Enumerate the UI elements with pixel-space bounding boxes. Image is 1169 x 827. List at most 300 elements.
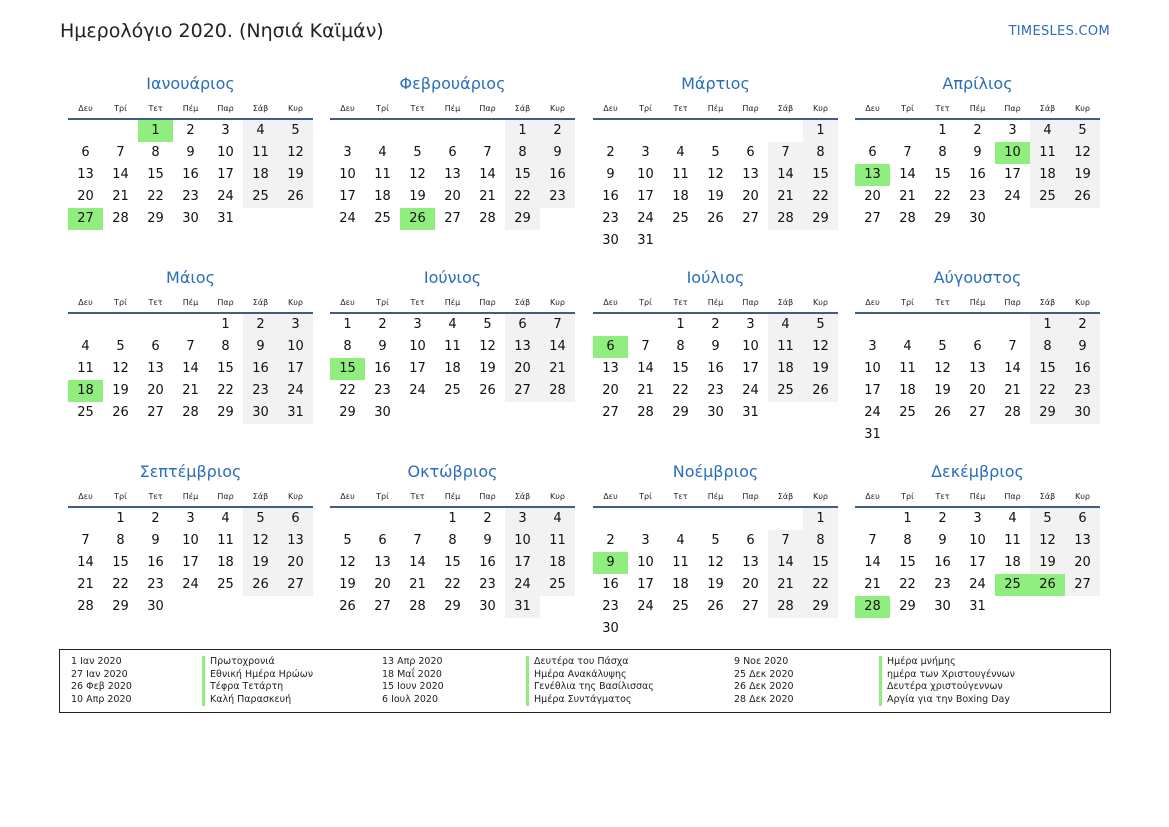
day-cell: 5 [413,145,422,160]
legend-holiday-name: Ημέρα Ανακάλυψης [526,669,654,682]
day-cell: 24 [339,211,356,226]
day-cell: 10 [339,167,356,182]
day-cell: 10 [742,339,759,354]
day-cell: 9 [483,533,492,548]
day-cell: 1 [221,317,230,332]
day-cell: 11 [1004,533,1021,548]
day-cell: 8 [676,339,685,354]
weekday-label: Παρ [1004,104,1021,113]
day-cell: 28 [899,211,916,226]
day-cell: 7 [483,145,492,160]
empty-cell [960,314,995,336]
day-cell: 16 [479,555,496,570]
month-block [593,72,838,252]
day-cell: 3 [1008,123,1017,138]
day-cell: 2 [606,145,615,160]
legend-dates-col-3 [734,656,794,706]
day-cell: 20 [969,383,986,398]
day-cell: 2 [186,123,195,138]
day-cell: 12 [339,555,356,570]
day-grid [855,314,1100,446]
day-cell: 4 [540,508,575,530]
weekday-label: Παρ [1004,298,1021,307]
day-cell: 10 [217,145,234,160]
legend-date: 26 Φεβ 2020 [71,681,132,693]
day-cell: 24 [637,599,654,614]
day-cell: 3 [746,317,755,332]
weekday-label: Κυρ [1075,298,1090,307]
day-cell: 1 [676,317,685,332]
day-cell: 18 [243,164,278,186]
day-cell: 16 [374,361,391,376]
month-name: Οκτώβριος [407,462,498,481]
day-cell: 13 [374,555,391,570]
weekday-header [330,292,575,314]
empty-cell [855,314,890,336]
day-cell: 19 [479,361,496,376]
day-cell: 21 [768,574,803,596]
day-cell: 8 [1030,336,1065,358]
day-cell: 7 [1008,339,1017,354]
day-cell: 3 [868,339,877,354]
day-cell: 15 [1030,358,1065,380]
day-cell: 29 [899,599,916,614]
day-cell: 27 [742,211,759,226]
month-block [68,460,313,618]
day-cell: 13 [969,361,986,376]
day-cell: 21 [768,186,803,208]
day-cell: 15 [934,167,951,182]
day-cell: 31 [637,233,654,248]
month-name: Φεβρουάριος [399,74,506,93]
day-cell: 19 [278,164,313,186]
day-cell: 1 [448,511,457,526]
day-cell: 20 [505,358,540,380]
day-cell: 22 [672,383,689,398]
empty-cell [68,314,103,336]
legend-date: 9 Νοε 2020 [734,656,789,667]
empty-cell [103,314,138,336]
day-cell: 30 [374,405,391,420]
month-block [855,72,1100,230]
empty-cell [330,508,365,530]
day-cell: 5 [243,508,278,530]
day-cell: 17 [339,189,356,204]
day-cell: 14 [768,552,803,574]
weekday-label: Πέμ [707,492,724,501]
weekday-label: Κυρ [1075,104,1090,113]
day-cell: 9 [540,142,575,164]
legend-date: 28 Δεκ 2020 [734,693,794,705]
day-cell: 11 [672,555,689,570]
weekday-label: Σάβ [1039,492,1056,501]
day-grid [593,120,838,252]
day-cell: 20 [77,189,94,204]
day-cell: 2 [483,511,492,526]
weekday-label: Κυρ [813,492,828,501]
day-cell: 28 [112,211,129,226]
day-cell: 23 [479,577,496,592]
day-cell: 5 [343,533,352,548]
holiday-legend [59,649,1111,713]
day-cell: 17 [1004,167,1021,182]
holiday-day-cell: 25 [995,574,1030,596]
day-cell: 5 [711,145,720,160]
weekday-label: Δευ [603,492,618,501]
month-block [855,266,1100,446]
day-cell: 3 [641,145,650,160]
day-cell: 27 [374,599,391,614]
weekday-label: Κυρ [813,104,828,113]
day-cell: 1 [803,120,838,142]
day-cell: 2 [1065,314,1100,336]
weekday-label: Σάβ [252,104,269,113]
month-block [593,460,838,640]
day-cell: 16 [1065,358,1100,380]
day-cell: 1 [903,511,912,526]
legend-holiday-name: Δευτέρα χριστούγεννων [879,681,1015,694]
day-cell: 29 [339,405,356,420]
weekday-label: Παρ [742,298,759,307]
day-cell: 6 [378,533,387,548]
day-cell: 21 [182,383,199,398]
day-cell: 24 [637,211,654,226]
day-cell: 26 [243,574,278,596]
empty-cell [593,314,628,336]
day-cell: 5 [803,314,838,336]
day-cell: 26 [1065,186,1100,208]
day-cell: 19 [112,383,129,398]
day-cell: 28 [768,208,803,230]
day-cell: 10 [505,530,540,552]
legend-date: 25 Δεκ 2020 [734,668,794,680]
day-cell: 3 [278,314,313,336]
day-cell: 15 [672,361,689,376]
weekday-label: Τρί [639,104,652,113]
weekday-label: Τετ [673,492,688,501]
weekday-label: Πέμ [707,298,724,307]
day-cell: 13 [77,167,94,182]
weekday-label: Πέμ [444,298,461,307]
empty-cell [663,120,698,142]
day-cell: 21 [409,577,426,592]
day-cell: 26 [934,405,951,420]
day-cell: 8 [903,533,912,548]
day-cell: 23 [602,599,619,614]
day-cell: 1 [803,508,838,530]
empty-cell [400,508,435,530]
day-cell: 14 [1004,361,1021,376]
day-cell: 26 [339,599,356,614]
weekday-label: Πέμ [182,298,199,307]
weekday-label: Δευ [603,298,618,307]
day-cell: 16 [602,189,619,204]
day-cell: 12 [934,361,951,376]
day-cell: 25 [899,405,916,420]
day-cell: 27 [505,380,540,402]
weekday-label: Πέμ [969,104,986,113]
weekday-label: Παρ [217,492,234,501]
weekday-label: Τετ [410,298,425,307]
weekday-header [593,98,838,120]
weekday-label: Κυρ [288,298,303,307]
holiday-day-cell: 10 [995,142,1030,164]
day-cell: 17 [217,167,234,182]
day-cell: 4 [1008,511,1017,526]
day-cell: 17 [742,361,759,376]
weekday-label: Κυρ [288,492,303,501]
weekday-label: Πέμ [707,104,724,113]
day-grid [593,508,838,640]
day-cell: 3 [186,511,195,526]
day-cell: 16 [243,358,278,380]
empty-cell [138,314,173,336]
weekday-header [855,486,1100,508]
day-cell: 19 [934,383,951,398]
legend-date: 27 Ιαν 2020 [71,668,128,680]
day-cell: 14 [182,361,199,376]
day-cell: 22 [1030,380,1065,402]
day-cell: 20 [147,383,164,398]
weekday-label: Σάβ [252,298,269,307]
day-cell: 19 [707,189,724,204]
weekday-header [330,98,575,120]
day-cell: 4 [768,314,803,336]
day-grid [330,508,575,618]
weekday-label: Σάβ [514,104,531,113]
weekday-label: Τρί [114,298,127,307]
day-cell: 30 [147,599,164,614]
day-cell: 6 [973,339,982,354]
weekday-label: Κυρ [550,298,565,307]
day-cell: 14 [637,361,654,376]
day-cell: 7 [903,145,912,160]
day-cell: 19 [803,358,838,380]
day-cell: 27 [742,599,759,614]
day-cell: 25 [217,577,234,592]
legend-date: 15 Ιουν 2020 [382,681,444,693]
month-block [593,266,838,424]
day-cell: 1 [938,123,947,138]
weekday-label: Σάβ [1039,104,1056,113]
month-name: Αύγουστος [933,268,1022,287]
day-cell: 18 [899,383,916,398]
day-cell: 4 [676,145,685,160]
empty-cell [733,508,768,530]
day-cell: 5 [1030,508,1065,530]
day-cell: 2 [973,123,982,138]
day-cell: 23 [147,577,164,592]
day-cell: 27 [147,405,164,420]
site-link[interactable]: TIMESLES.COM [1008,24,1110,39]
day-cell: 8 [938,145,947,160]
day-cell: 17 [278,358,313,380]
weekday-label: Κυρ [813,298,828,307]
weekday-label: Τρί [376,104,389,113]
day-cell: 24 [409,383,426,398]
weekday-label: Παρ [479,298,496,307]
month-name: Ιούνιος [423,268,482,287]
legend-names-col-3 [879,656,1015,706]
day-cell: 8 [116,533,125,548]
weekday-header [593,486,838,508]
day-cell: 24 [1004,189,1021,204]
day-cell: 18 [217,555,234,570]
day-cell: 10 [864,361,881,376]
day-cell: 15 [803,164,838,186]
month-name: Μάρτιος [681,74,750,93]
weekday-label: Κυρ [288,104,303,113]
day-cell: 29 [217,405,234,420]
weekday-label: Τρί [376,492,389,501]
holiday-day-cell: 15 [330,358,365,380]
day-cell: 9 [243,336,278,358]
weekday-label: Τετ [935,298,950,307]
legend-date: 26 Δεκ 2020 [734,681,794,693]
day-cell: 12 [479,339,496,354]
day-cell: 21 [77,577,94,592]
month-name: Δεκέμβριος [931,462,1024,481]
day-cell: 27 [864,211,881,226]
day-cell: 3 [413,317,422,332]
legend-holiday-name: Αργία για την Boxing Day [879,694,1015,707]
day-cell: 24 [742,383,759,398]
day-cell: 11 [672,167,689,182]
weekday-label: Τετ [935,492,950,501]
day-cell: 23 [934,577,951,592]
empty-cell [733,120,768,142]
day-cell: 21 [479,189,496,204]
day-cell: 14 [409,555,426,570]
day-cell: 26 [707,599,724,614]
day-cell: 9 [186,145,195,160]
day-cell: 31 [969,599,986,614]
weekday-label: Παρ [742,492,759,501]
day-cell: 12 [112,361,129,376]
day-cell: 7 [186,339,195,354]
legend-date: 1 Ιαν 2020 [71,656,122,667]
day-cell: 12 [1030,530,1065,552]
legend-date: 18 Μαΐ 2020 [382,668,442,680]
weekday-label: Πέμ [182,104,199,113]
day-grid [330,120,575,230]
day-cell: 16 [602,577,619,592]
empty-cell [68,508,103,530]
day-cell: 29 [934,211,951,226]
day-cell: 1 [116,511,125,526]
day-cell: 25 [540,574,575,596]
day-cell: 17 [409,361,426,376]
day-cell: 8 [343,339,352,354]
day-cell: 19 [409,189,426,204]
holiday-day-cell: 26 [1030,574,1065,596]
day-cell: 29 [803,596,838,618]
day-cell: 25 [768,380,803,402]
weekday-label: Τρί [376,298,389,307]
holiday-day-cell: 9 [593,552,628,574]
day-cell: 24 [217,189,234,204]
day-cell: 14 [864,555,881,570]
day-cell: 24 [182,577,199,592]
day-cell: 28 [409,599,426,614]
legend-date: 10 Απρ 2020 [71,693,132,705]
day-grid [68,508,313,618]
day-cell: 13 [147,361,164,376]
day-cell: 15 [444,555,461,570]
day-cell: 18 [540,552,575,574]
day-cell: 7 [116,145,125,160]
empty-cell [365,120,400,142]
day-cell: 26 [112,405,129,420]
day-cell: 22 [217,383,234,398]
day-cell: 4 [221,511,230,526]
weekday-label: Δευ [865,104,880,113]
weekday-label: Τετ [673,104,688,113]
weekday-label: Σάβ [514,298,531,307]
day-cell: 12 [278,142,313,164]
legend-holiday-name: Πρωτοχρονιά [202,656,313,669]
weekday-label: Πέμ [969,492,986,501]
empty-cell [855,508,890,530]
day-cell: 9 [973,145,982,160]
day-cell: 15 [899,555,916,570]
month-block [330,460,575,618]
empty-cell [593,508,628,530]
day-cell: 13 [505,336,540,358]
day-cell: 19 [1030,552,1065,574]
weekday-label: Παρ [742,104,759,113]
weekday-label: Πέμ [444,104,461,113]
day-cell: 14 [540,336,575,358]
day-cell: 23 [707,383,724,398]
day-cell: 6 [505,314,540,336]
holiday-day-cell: 28 [855,596,890,618]
day-cell: 3 [641,533,650,548]
day-cell: 25 [672,211,689,226]
day-cell: 20 [444,189,461,204]
day-cell: 14 [479,167,496,182]
legend-date: 6 Ιουλ 2020 [382,693,438,705]
day-cell: 20 [1065,552,1100,574]
day-cell: 28 [182,405,199,420]
weekday-label: Σάβ [252,492,269,501]
empty-cell [400,120,435,142]
day-cell: 6 [151,339,160,354]
day-cell: 20 [742,577,759,592]
day-cell: 19 [1065,164,1100,186]
day-cell: 6 [278,508,313,530]
day-cell: 25 [444,383,461,398]
legend-date: 13 Απρ 2020 [382,656,443,667]
day-cell: 26 [803,380,838,402]
day-cell: 7 [540,314,575,336]
day-cell: 9 [151,533,160,548]
day-cell: 2 [151,511,160,526]
day-cell: 23 [969,189,986,204]
empty-cell [365,508,400,530]
holiday-day-cell: 13 [855,164,890,186]
weekday-label: Κυρ [550,104,565,113]
day-cell: 8 [505,142,540,164]
day-cell: 13 [444,167,461,182]
weekday-label: Τρί [639,492,652,501]
day-cell: 30 [707,405,724,420]
day-cell: 25 [77,405,94,420]
day-cell: 5 [116,339,125,354]
day-cell: 7 [868,533,877,548]
weekday-label: Σάβ [777,298,794,307]
day-cell: 30 [479,599,496,614]
